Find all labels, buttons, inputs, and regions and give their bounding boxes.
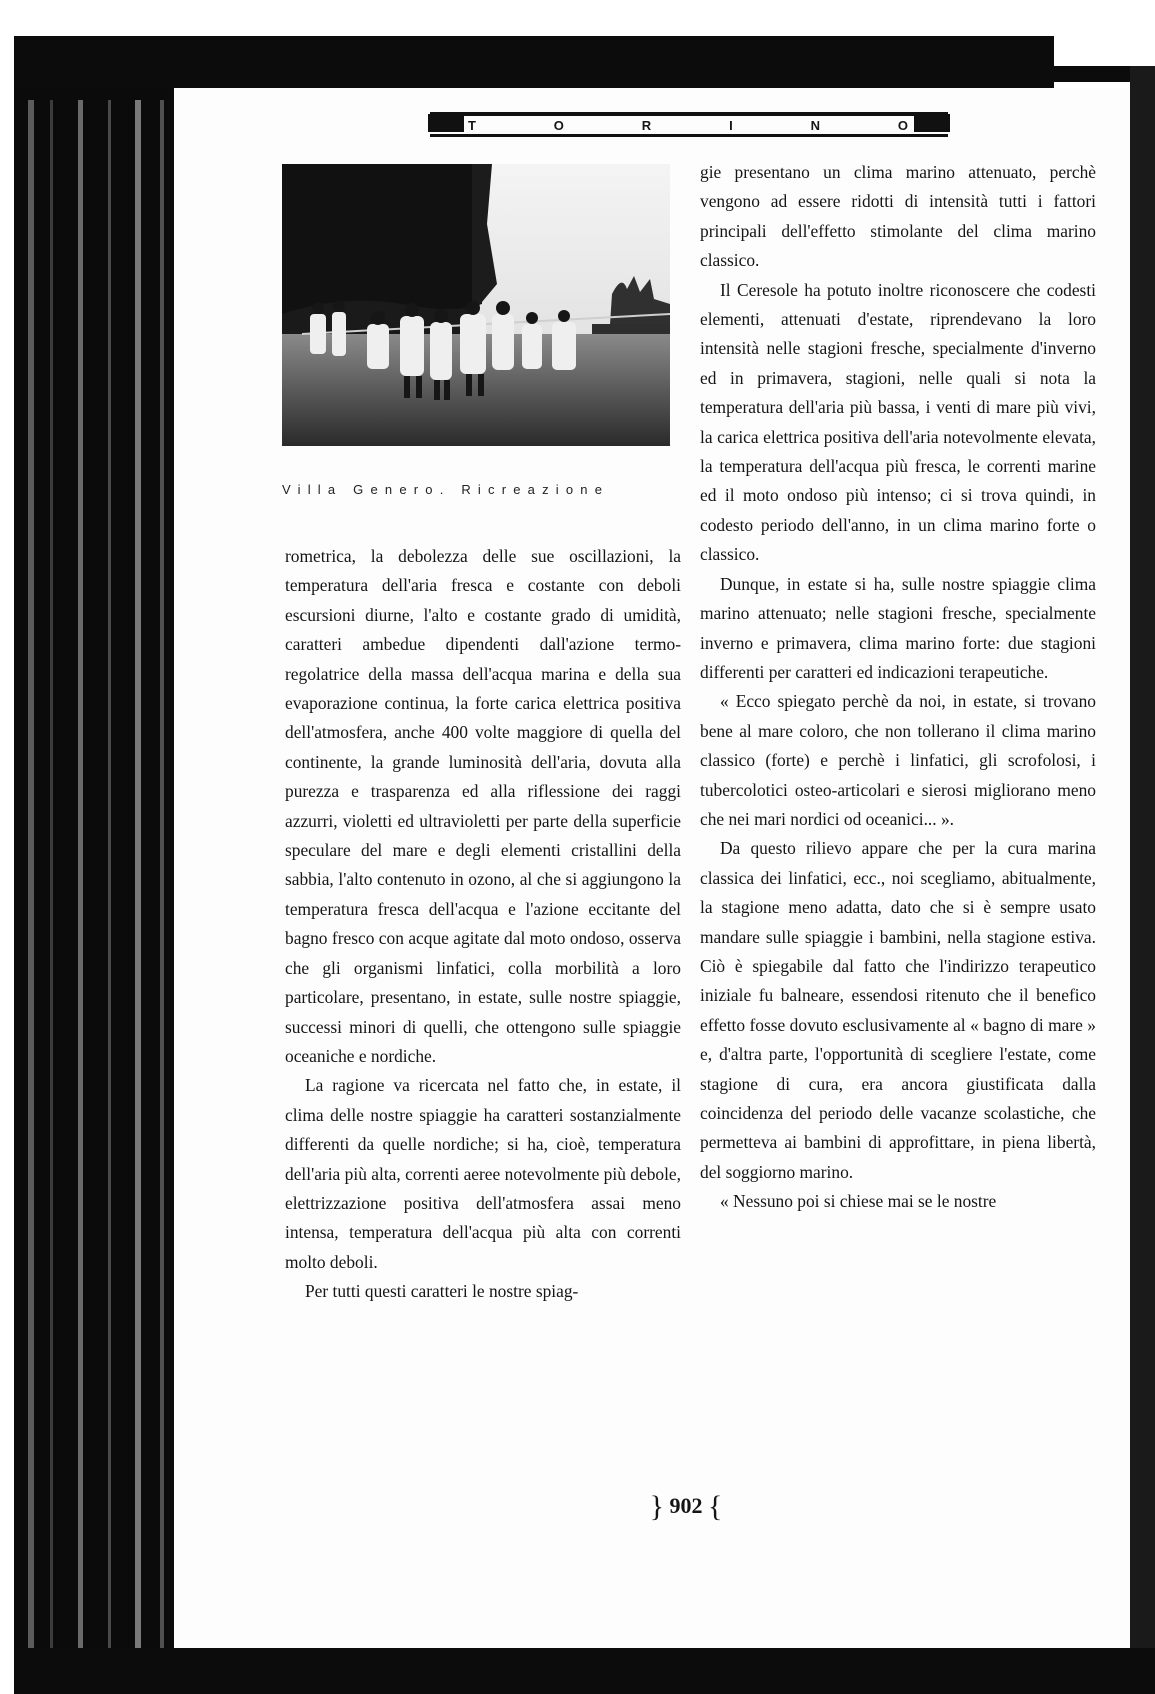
running-head-letter: I [725, 118, 739, 133]
folio-ornament-left: } [649, 1490, 664, 1523]
photo-children-playing [282, 164, 670, 446]
scan-frame-right [1130, 66, 1155, 1694]
running-head-ornament-right [914, 114, 950, 132]
running-head-letter: R [638, 118, 657, 133]
scan-frame-top [14, 36, 1054, 88]
scan-frame-bottom [14, 1648, 1155, 1694]
paragraph: Da questo rilievo appare che per la cura marina classica dei linfatici, ecc., noi scegliamo, abitualmente, la stagione meno adatta, dato che si è sempre usato mandare sulle spiaggie i bambini, nella stagione estiva. Ciò è spiegabile dal fatto che l'indirizzo terapeutico iniziale fu balneare, essendosi ritenuto che il benefico effetto fosse dovuto esclusivamente al « bagno di mare » e, d'altra parte, l'opportunità di scegliere l'estate, come stagione di cura, era ancora giustificata dalla coincidenza del periodo delle vacanze scolastiche, che permetteva ai bambini di approfittare, in piena libertà, del soggiorno marino. [700, 838, 1096, 1182]
scan-stripe [50, 100, 53, 1660]
folio-ornament-right: { [708, 1490, 723, 1523]
page-number [636, 1490, 736, 1524]
running-head-letter: O [894, 118, 914, 133]
text-column-right [700, 158, 1096, 1217]
paragraph: « Nessuno poi si chiese mai se le nostre [720, 1191, 997, 1212]
page-number-value: 902 [669, 1493, 703, 1518]
scan-frame-left [14, 36, 174, 1694]
scan-stripe [28, 100, 34, 1660]
photo-caption: Villa Genero. Ricreazione [282, 482, 610, 497]
running-head-ornament-left [428, 114, 464, 132]
paragraph: « Ecco spiegato perchè da noi, in estate, si trovano bene al mare coloro, che non tollerano il clima marino classico (forte) e perchè i linfatici, gli scrofolosi, i tubercolotici osteo-articolari e sierosi migliorano meno che nei mari nordici od oceanici... ». [700, 691, 1096, 829]
scan-stripe [135, 100, 141, 1660]
photo-illustration [282, 164, 670, 446]
running-head-letter: O [550, 118, 570, 133]
paragraph: Per tutti questi caratteri le nostre spiag- [305, 1281, 579, 1302]
paragraph: Il Ceresole ha potuto inoltre riconoscere che codesti elementi, attenuati d'estate, riprendevano la loro intensità nelle stagioni fresche, specialmente d'inverno ed in primavera, stagioni, nelle quali si nota la temperatura dell'aria più bassa, i venti di mare più vivi, la carica elettrica positiva dell'aria notevolmente elevata, la temperatura dell'acqua più fresca, le correnti marine ed il moto ondoso più intenso; ci si trova quindi, in codesto periodo dell'anno, in un clima marino forte o classico. [700, 279, 1096, 565]
scan-stripe [160, 100, 164, 1660]
scan-stripe [108, 100, 111, 1660]
paragraph: La ragione va ricercata nel fatto che, in estate, il clima delle nostre spiaggie ha caratteri sostanzialmente differenti da quelle nordiche; si ha, cioè, temperatura dell'aria più alta, correnti aeree notevolmente più debole, elettrizzazione positiva dell'atmosfera assai meno intensa, temperatura dell'acqua più alta con correnti molto deboli. [285, 1075, 681, 1272]
scan-stripe [78, 100, 83, 1660]
running-head [430, 112, 948, 137]
paragraph: gie presentano un clima marino attenuato, perchè vengono ad essere ridotti di intensità tutti i fattori principali dell'effetto stimolante del clima marino classico. [700, 162, 1096, 271]
text-column-left [285, 542, 681, 1307]
paragraph: Dunque, in estate si ha, sulle nostre spiaggie clima marino attenuato; nelle stagioni fresche, specialmente inverno e primavera, clima marino forte: due stagioni differenti per caratteri ed indicazioni terapeutiche. [700, 573, 1096, 682]
paragraph: rometrica, la debolezza delle sue oscillazioni, la temperatura dell'aria fresca e costante con deboli escursioni diurne, l'alto e costante grado di umidità, caratteri ambedue dipendenti dall'azione termo-regolatrice della massa dell'acqua marina e della sua evaporazione continua, la forte carica elettrica positiva dell'atmosfera, anche 400 volte maggiore di quella del continente, la grande luminosità dell'aria, dovuta alla purezza e trasparenza ed alla riflessione dei raggi azzurri, violetti ed ultravioletti per parte della superficie speculare del mare e degli elementi cristallini della sabbia, l'alto contenuto in ozono, al che si aggiungono la temperatura fresca dell'acqua e l'azione eccitante del bagno fresco con acque agitate dal moto ondoso, osserva che gli organismi linfatici, colla morbilità a loro particolare, presentano, in estate, sulle nostre spiaggie, successi minori di quelli, che ottengono sulle spiaggie oceaniche e nordiche. [285, 546, 681, 1066]
running-head-letter: T [464, 118, 482, 133]
running-head-letter: N [807, 118, 826, 133]
